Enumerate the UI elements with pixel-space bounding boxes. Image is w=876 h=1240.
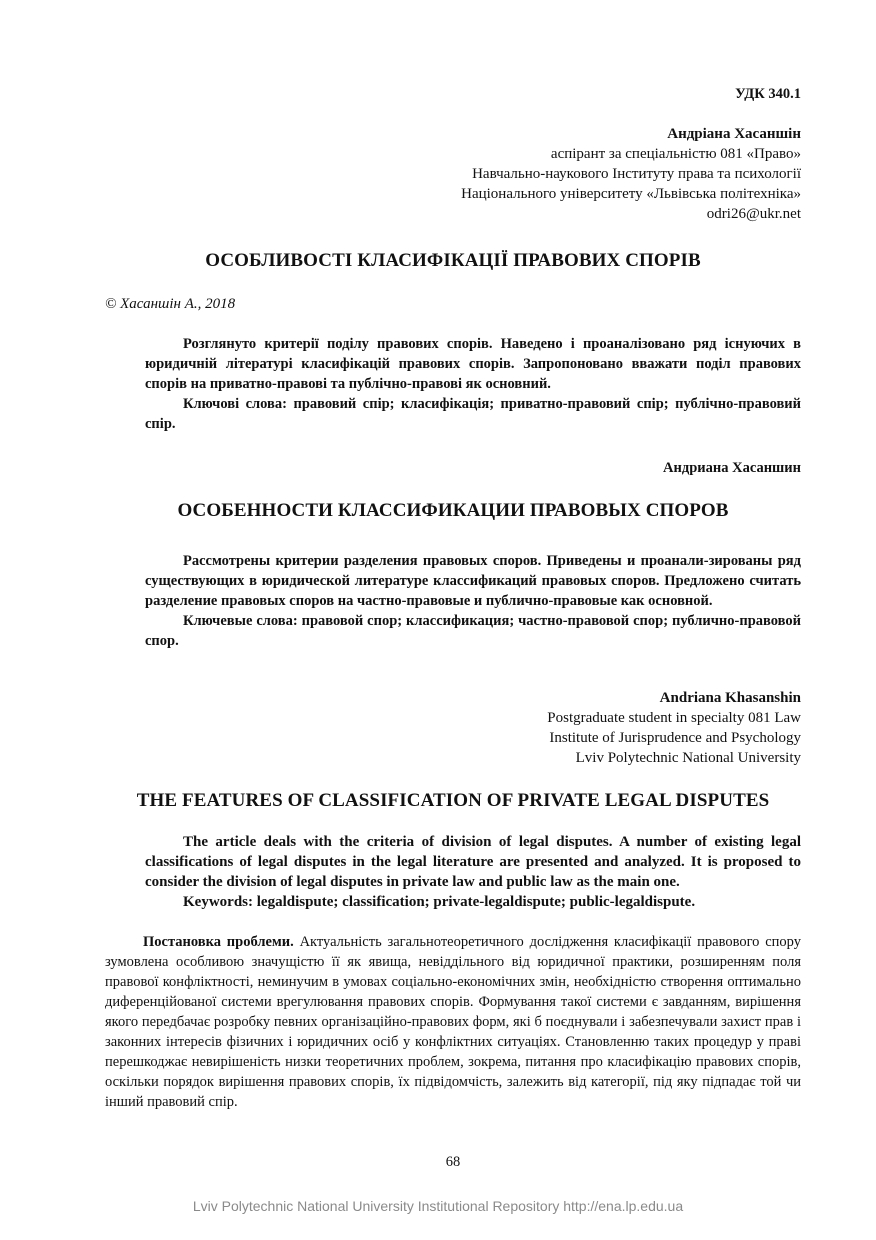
abstract-ru — [145, 551, 801, 651]
abstract-ru-text: Рассмотрены критерии разделения правовых споров. Приведены и проанали-зированы ряд существующих в юридической литературе классификаций правовых споров. Предложено считать разделение правовых споров на частно-правовые и публично-правовые как основной. — [145, 553, 801, 609]
copyright-note: © Хасаншін А., 2018 — [105, 296, 236, 312]
author-line-en: Lviv Polytechnic National University — [575, 750, 801, 766]
body-section — [105, 932, 801, 1112]
abstract-uk-text: Розглянуто критерії поділу правових спорів. Наведено і проаналізовано ряд існуючих в юридичній літературі класифікацій правових спорів. Запропоновано вважати поділ правових спорів на приватно-правові та публічно-правові як основний. — [145, 336, 801, 392]
title-ru: ОСОБЕННОСТИ КЛАССИФИКАЦИИ ПРАВОВЫХ СПОРОВ — [177, 500, 729, 521]
udk-code: УДК 340.1 — [735, 86, 801, 102]
keywords-ru: Ключевые слова: правовой спор; классификация; частно-правовой спор; публично-правовой спор. — [145, 613, 801, 649]
author-line-en: Postgraduate student in specialty 081 Law — [547, 710, 801, 726]
author-email: odri26@ukr.net — [706, 206, 801, 222]
abstract-uk — [145, 334, 801, 434]
body-paragraph — [105, 932, 801, 1112]
page-number: 68 — [445, 1154, 461, 1170]
author-line-en: Institute of Jurisprudence and Psychology — [549, 730, 801, 746]
author-block-uk — [301, 124, 801, 224]
body-text: Актуальність загальнотеоретичного дослідження класифікації правового спору зумовлена особливою значущістю її як явища, невіддільного від юридичної практики, розширенням поля правової конфліктності, неминучим в умовах соціально-економічних змін, необхідністю створення оптимально диференційованої системи врегулювання правових спорів. Формування такої системи є завданням, вирішення якого передбачає розробку певних організаційно-правових форм, які б поєднували і забезпечували захист прав і законних інтересів фізичних і юридичних осіб у конфліктних ситуаціях. Становленню таких процедур у праві перешкоджає невирішеність низки теоретичних проблем, зокрема, питання про класифікацію правових спорів, оскільки порядок вирішення правових спорів, їх підвідомчість, залежить від категорії, під яку підпадає той чи інший правовий спір. — [105, 934, 801, 1110]
keywords-uk: Ключові слова: правовий спір; класифікація; приватно-правовий спір; публічно-правовий спір. — [145, 396, 801, 432]
repository-footer: Lviv Polytechnic National University Institutional Repository http://ena.lp.edu.ua — [192, 1198, 684, 1214]
author-name-uk: Андріана Хасаншін — [667, 126, 801, 142]
abstract-en-text: The article deals with the criteria of division of legal disputes. A number of existing legal classifications of legal disputes in the legal literature are presented and analyzed. It is proposed to consider the division of legal disputes in private law and public law as the main one. — [145, 834, 801, 890]
author-line-uk: Національного університету «Львівська політехніка» — [461, 186, 801, 202]
author-line-uk: Навчально-наукового Інституту права та психології — [472, 166, 801, 182]
title-en: THE FEATURES OF CLASSIFICATION OF PRIVATE LEGAL DISPUTES — [136, 790, 770, 811]
author-block-en — [301, 688, 801, 768]
author-name-en: Andriana Khasanshin — [659, 690, 801, 706]
author-line-uk: аспірант за спеціальністю 081 «Право» — [550, 146, 801, 162]
keywords-en: Keywords: legaldispute; classification; private-legaldispute; public-legaldispute. — [183, 894, 696, 910]
title-uk: ОСОБЛИВОСТІ КЛАСИФІКАЦІЇ ПРАВОВИХ СПОРІВ — [205, 250, 701, 271]
section-heading: Постановка проблеми. — [143, 934, 294, 950]
author-name-ru: Андриана Хасаншин — [663, 460, 801, 476]
abstract-en — [145, 832, 801, 912]
